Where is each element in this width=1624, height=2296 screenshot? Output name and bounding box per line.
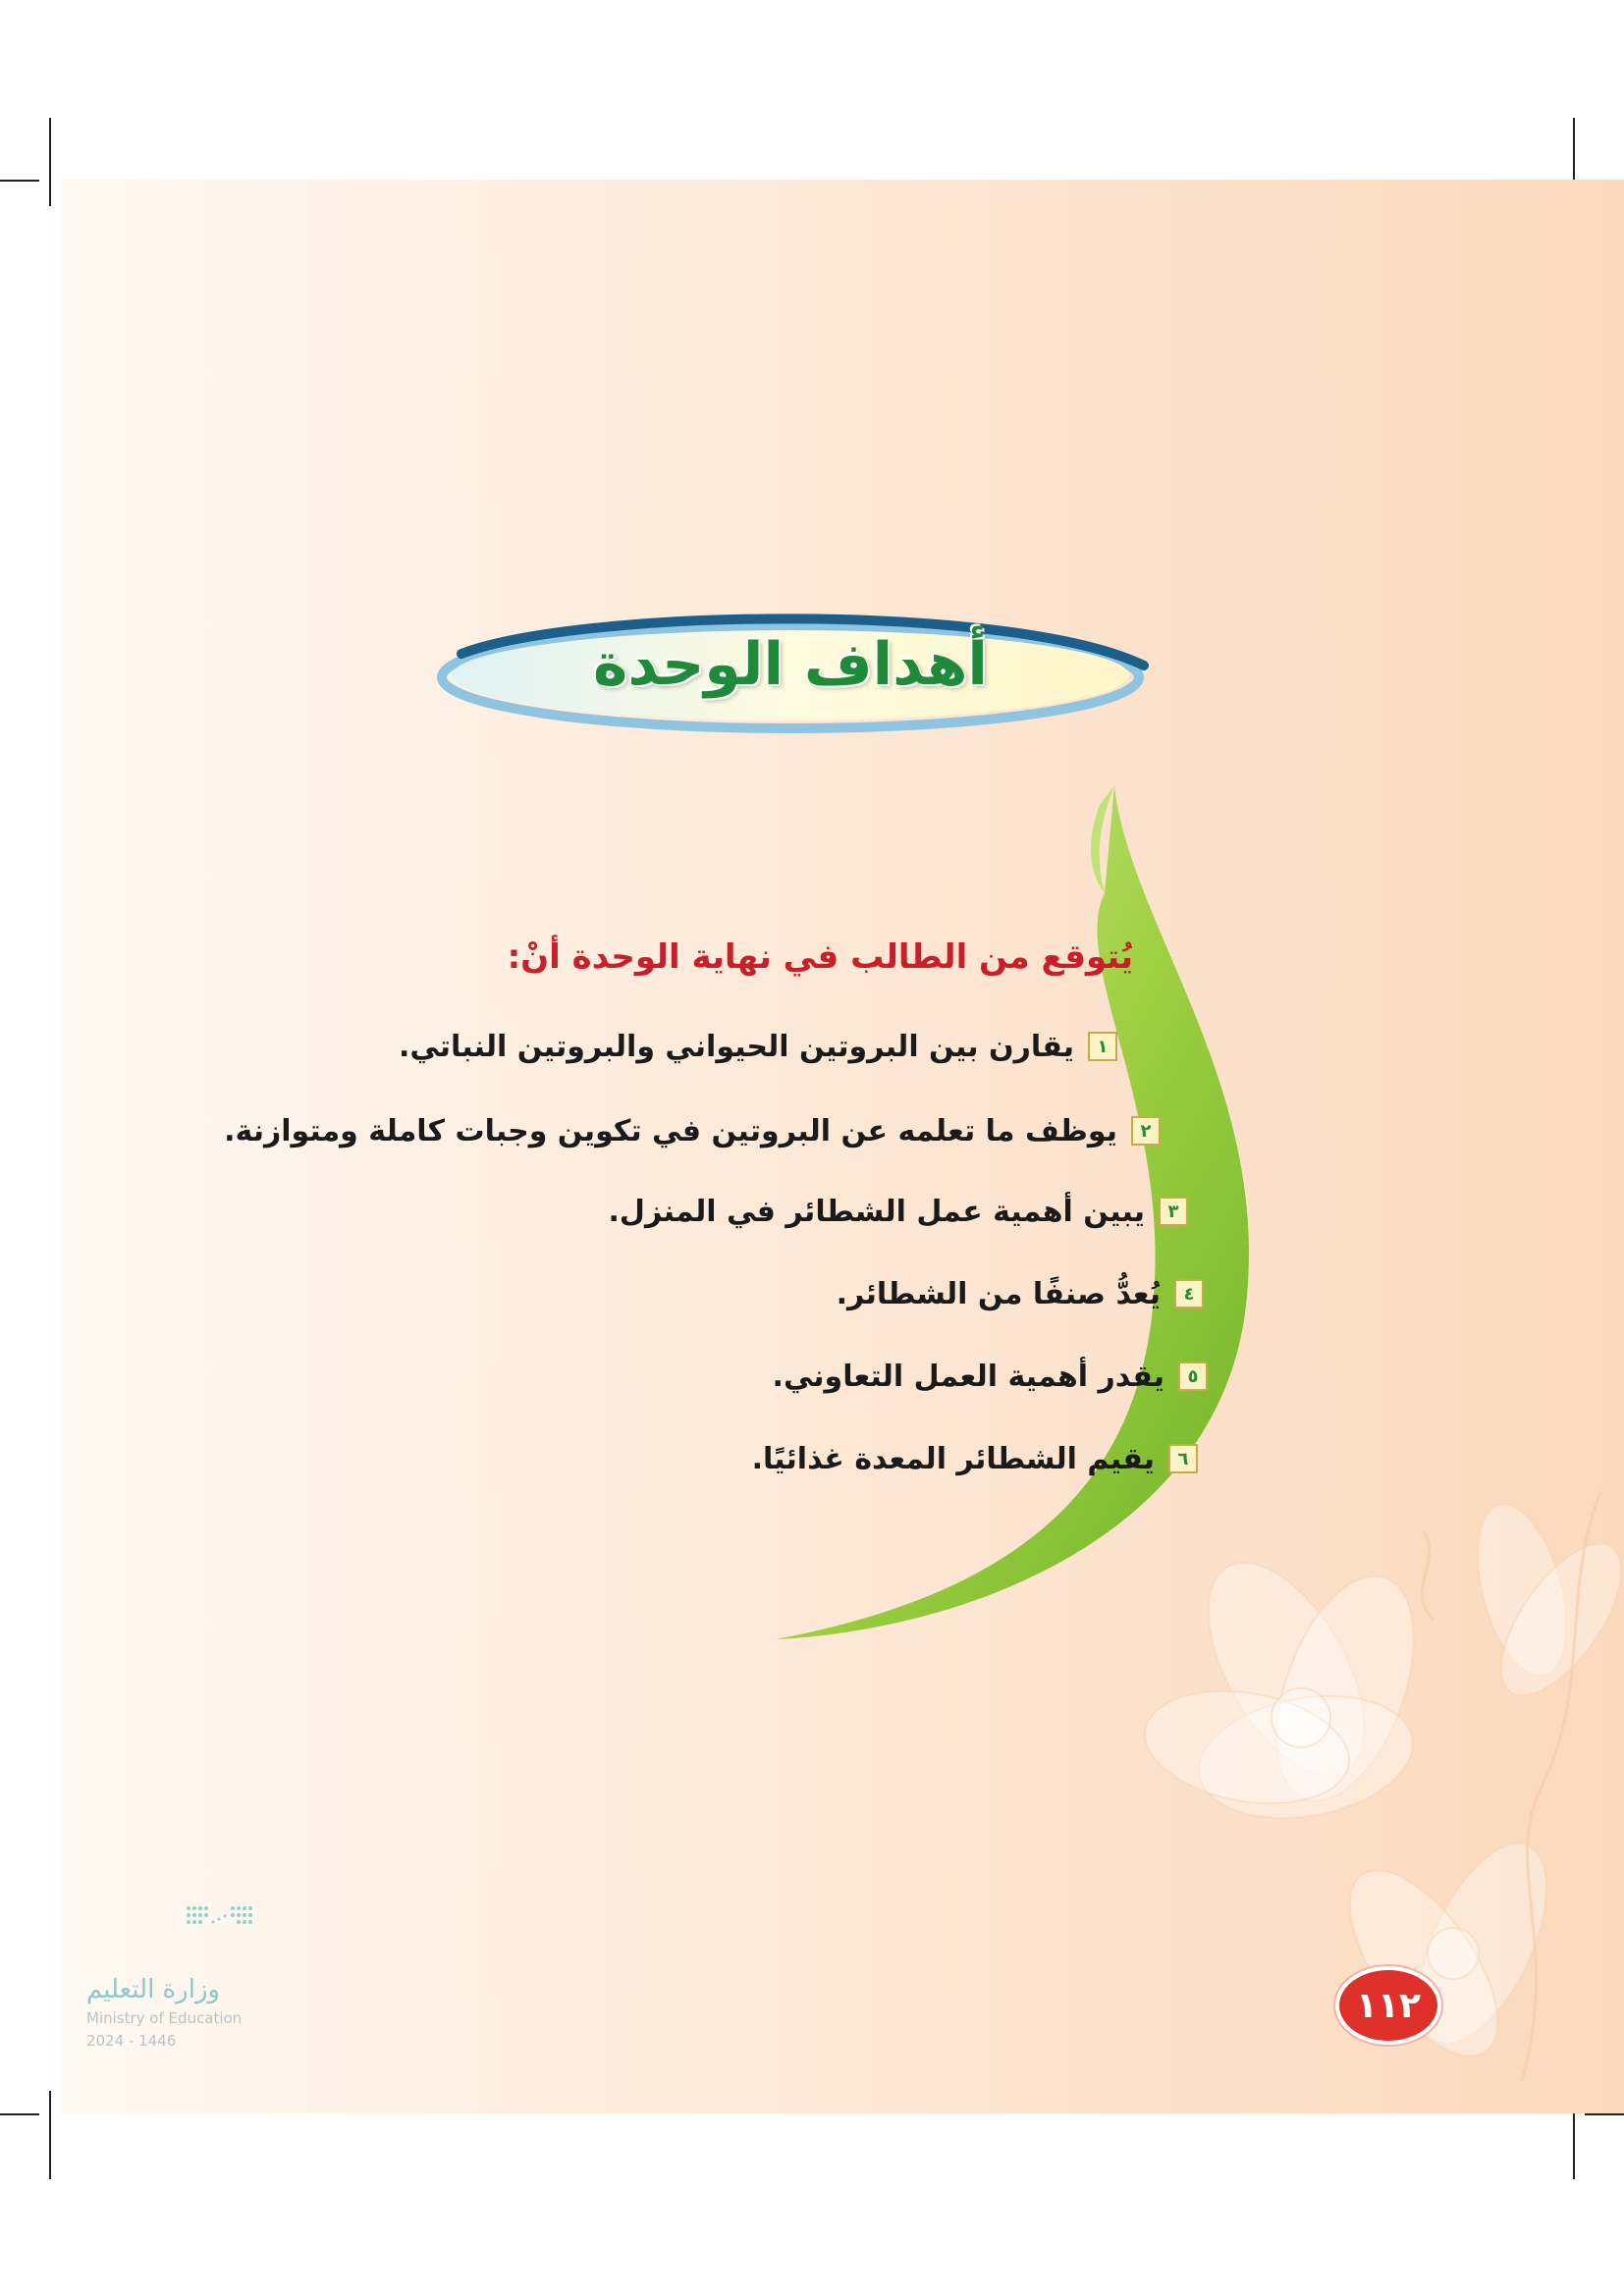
goal-text: يُعدُّ صنفًا من الشطائر. <box>836 1276 1161 1311</box>
goal-text: يبين أهمية عمل الشطائر في المنزل. <box>608 1194 1145 1229</box>
goal-number: ١ <box>1088 1032 1117 1061</box>
crop-mark <box>1585 2113 1624 2115</box>
ministry-logo-icon <box>81 1904 336 1983</box>
ministry-year: 2024 - 1446 <box>86 2032 177 2050</box>
goal-text: يقيم الشطائر المعدة غذائيًا. <box>751 1441 1155 1476</box>
crop-mark <box>49 2091 51 2179</box>
goal-number: ٦ <box>1168 1444 1198 1473</box>
ministry-name-ar: وزارة التعليم <box>86 1975 221 2004</box>
goals-intro: يُتوقع من الطالب في نهاية الوحدة أنْ: <box>507 937 1133 977</box>
crop-mark <box>49 118 51 206</box>
goal-number: ٥ <box>1178 1362 1208 1391</box>
goal-number: ٢ <box>1131 1116 1161 1146</box>
goal-item <box>773 1353 1208 1400</box>
goal-item <box>609 1188 1188 1235</box>
goal-text: يقدر أهمية العمل التعاوني. <box>772 1359 1164 1394</box>
ministry-name-en: Ministry of Education <box>86 2009 243 2027</box>
goal-text: يوظف ما تعلمه عن البروتين في تكوين وجبات كاملة ومتوازنة. <box>224 1113 1117 1148</box>
goal-item <box>399 1023 1117 1070</box>
unit-title-banner <box>422 607 1159 739</box>
goal-text: يقارن بين البروتين الحيواني والبروتين النباتي. <box>398 1029 1074 1064</box>
goal-item <box>752 1435 1198 1482</box>
goal-number: ٣ <box>1159 1197 1188 1226</box>
crop-mark <box>0 2113 39 2115</box>
unit-title: أهداف الوحدة <box>592 630 988 699</box>
goal-number: ٤ <box>1174 1279 1204 1308</box>
goal-item <box>837 1270 1204 1317</box>
page-number: ١١٢ <box>1335 1966 1441 2045</box>
goal-item <box>224 1107 1161 1154</box>
crop-mark <box>0 180 39 182</box>
